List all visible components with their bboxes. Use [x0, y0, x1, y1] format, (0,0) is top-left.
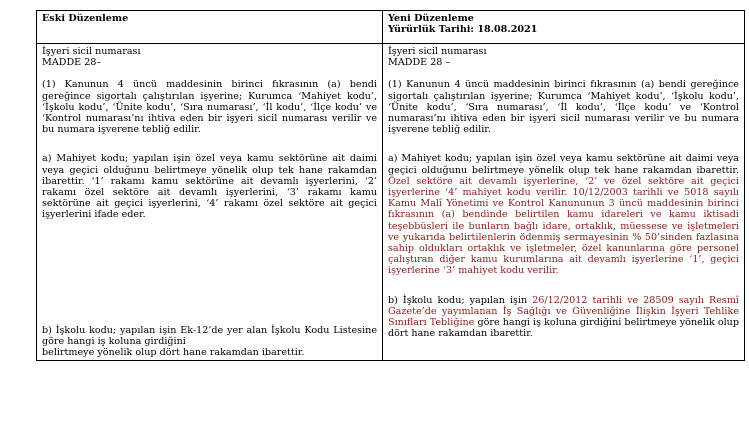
old-clause-a: a) Mahiyet kodu; yapılan işin özel veya kamu sektörüne ait daimi veya geçici olduğunu belirtmeye yönelik olup tek hane rakamdan ibarettir. ‘1’ rakamı kamu sektörüne ait devamlı işyerlerini, ‘2’ rakamı özel sektöre ait devamlı işyerlerini, ‘3’ rakamı kamu sektörüne ait geçici işyerlerini, ‘4’ rakamı özel sektöre ait geçici işyerlerini ifade eder. — [42, 153, 377, 221]
new-clause-b-start: b) İşkolu kodu; yapılan işin — [388, 294, 533, 306]
new-clause-b-end: göre hangi iş koluna girdiğini belirtmeye yönelik olup dört hane rakamdan ibarettir. — [388, 317, 739, 340]
old-header-title: Eski Düzenleme — [42, 13, 129, 24]
new-clause-b — [388, 295, 739, 340]
old-clause-b-line1: b) İşkolu kodu; yapılan işin Ek-12’de yer alan İşkolu Kodu Listesine göre hangi iş koluna girdiğini — [42, 324, 377, 347]
comparison-table — [36, 10, 745, 361]
new-article-title: İşyeri sicil numarası — [388, 46, 487, 57]
old-content-cell — [37, 44, 383, 361]
new-clause-a-amended: Özel sektöre ait devamlı işyerlerine, ‘2’ ve özel sektöre ait geçici işyerlerine ‘4’ mahiyet kodu verilir. 10/12/2003 tarihli ve 5018 sayılı Kamu Malî Yönetimi ve Kontrol Kanununun 3 üncü maddesinin birinci fıkrasının (a) bendinde belirtilen kamu idareleri ve kamu iktisadi teşebbüsleri ile bunların bağlı idare, ortaklık, müessese ve işletmeleri ve yukarıda belirtilenlerin ödenmiş sermayesinin % 50’sinden fazlasına sahip oldukları ortaklık ve işletmeler, özel kanunlarına göre personel çalıştıran diğer kamu kurumlarına ait devamlı işyerlerine ‘1’, geçici işyerlerine ‘3’ mahiyet kodu verilir. — [388, 175, 739, 277]
new-paragraph-1: (1) Kanunun 4 üncü maddesinin birinci fıkrasının (a) bendi gereğince sigortalı çalıştırılan işyerine; Kurumca ‘Mahiyet kodu’, ‘İşkolu kodu’, ‘Ünite kodu’, ‘Sıra numarası’, ‘İl kodu’, ‘İlçe kodu’ ve ‘Kontrol numarası’nı ihtiva eden bir işyeri sicil numarası verilir ve bu numara işverene tebliğ edilir. — [388, 79, 739, 136]
old-header-cell — [37, 11, 383, 44]
new-article-number: MADDE 28 – — [388, 57, 451, 69]
old-clause-b-line2: belirtmeye yönelik olup dört hane rakamdan ibarettir. — [42, 347, 305, 359]
old-paragraph-1: (1) Kanunun 4 üncü maddesinin birinci fıkrasının (a) bendi gereğince sigortalı çalıştırılan işyerine; Kurumca ‘Mahiyet kodu’, ‘İşkolu kodu’, ‘Ünite kodu’, ‘Sıra numarası’, ‘İl kodu’, ‘İlçe kodu’ ve ‘Kontrol numarası’nı ihtiva eden bir işyeri sicil numarası verilir ve bu numara işverene tebliğ edilir. — [42, 79, 377, 136]
new-header-title: Yeni Düzenleme — [388, 13, 474, 24]
old-article-title: İşyeri sicil numarası — [42, 46, 141, 57]
old-article-number: MADDE 28– — [42, 57, 102, 69]
new-clause-a — [388, 153, 739, 276]
new-header-cell — [383, 11, 745, 44]
new-clause-b-amended: 26/12/2012 tarihli ve 28509 sayılı Resmî Gazete’de yayımlanan İş Sağlığı ve Güvenliğine İlişkin İşyeri Tehlike Sınıfları Tebliğine — [388, 294, 739, 329]
new-content-cell — [383, 44, 745, 361]
new-effective-date: Yürürlük Tarihi: 18.08.2021 — [388, 24, 538, 36]
header-row — [37, 11, 745, 44]
new-clause-a-unchanged: a) Mahiyet kodu; yapılan işin özel veya kamu sektörüne ait daimi veya geçici olduğunu belirtmeye yönelik olup tek hane rakamdan ibarettir. — [388, 153, 739, 176]
content-row — [37, 44, 745, 361]
